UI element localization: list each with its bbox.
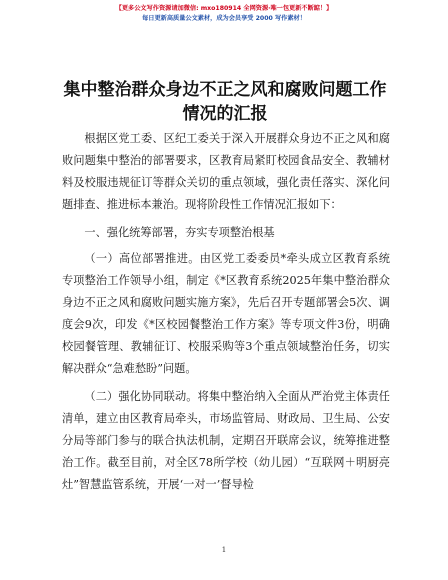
- promo-banner: [0, 4, 448, 24]
- document-title: 集中整治群众身边不正之风和腐败问题工作情况的汇报: [63, 80, 387, 124]
- document-body: [62, 128, 390, 502]
- section-heading-1: 一、强化统筹部署，夯实专项整治根基: [84, 226, 275, 239]
- promo-banner-line-1: 【更多公文写作资源请加微信: mxo180914 全网资源·唯一包更新不断踮！】: [115, 5, 333, 12]
- body-paragraph: （二）强化协同联动。将集中整治纳入全面从严治党主体责任清单，建立由区教育局牵头，市场监管局、财政局、卫生局、公安分局等部门参与的联合执法机制，定期召开联席会议，统筹推进整治工作。截至目前，对全区78所学校（幼儿园）“互联网＋明厨亮灶”智慧监管系统，开展‘一对一’督导检: [62, 390, 390, 491]
- page-number: 1: [221, 546, 227, 554]
- promo-banner-line-2: 每日更新高质量公文素材，成为会员享受 2000 写作素材！: [142, 15, 306, 22]
- body-paragraph: （一）高位部署推进。由区党工委委员*牵头成立区教育系统专项整治工作领导小组，制定《*区教育系统2025年集中整治群众身边不正之风和腐败问题实施方案》，先后召开专题部署会5次、调度会9次，印发《*区校园餐整治工作方案》等专项文件3份，明确校园餐管理、教辅征订、校服采购等3个重点领域整治任务，切实解决群众“急难愁盼”问题。: [62, 252, 390, 375]
- intro-paragraph: 根据区党工委、区纪工委关于深入开展群众身边不正之风和腐败问题集中整治的部署要求，区教育局紧盯校园食品安全、教辅材料及校服违规征订等群众关切的重点领域，强化责任落实、深化问题排查、推进标本兼治。现将阶段性工作情况汇报如下：: [62, 132, 390, 211]
